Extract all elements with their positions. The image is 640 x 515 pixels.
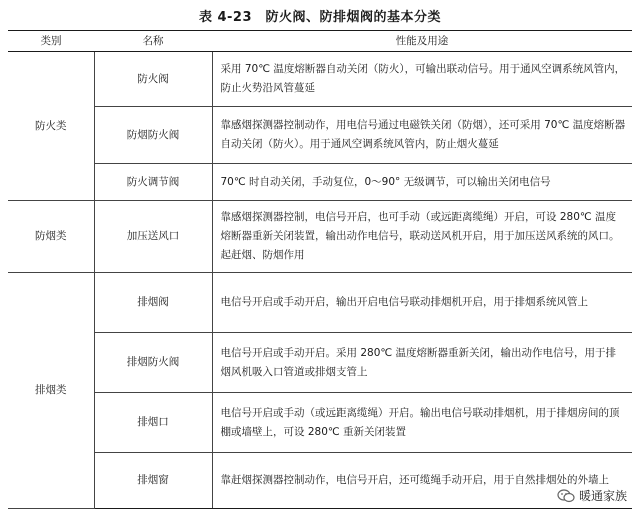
header-name: 名称 (94, 31, 212, 52)
usage-cell: 采用 70℃ 温度熔断器自动关闭（防火），可输出联动信号。用于通风空调系统风管内，防止火势沿风管蔓延 (212, 52, 632, 107)
header-category: 类别 (8, 31, 94, 52)
name-cell: 防火调节阀 (94, 164, 212, 201)
name-cell: 排烟阀 (94, 273, 212, 333)
category-cell: 防火类 (8, 52, 94, 201)
name-cell: 排烟窗 (94, 453, 212, 509)
name-cell: 排烟口 (94, 393, 212, 453)
category-cell: 防烟类 (8, 201, 94, 273)
watermark (554, 486, 630, 505)
header-usage: 性能及用途 (212, 31, 632, 52)
table-row (8, 333, 632, 393)
name-cell: 排烟防火阀 (94, 333, 212, 393)
table-row (8, 273, 632, 333)
table-header-row (8, 31, 632, 52)
table-row (8, 52, 632, 107)
usage-cell: 电信号开启或手动开启，输出开启电信号联动排烟机开启，用于排烟系统风管上 (212, 273, 632, 333)
watermark-text: 暖通家族 (578, 489, 627, 503)
table-row (8, 453, 632, 509)
name-cell: 防烟防火阀 (94, 107, 212, 164)
table-row (8, 201, 632, 273)
usage-cell: 靠感烟探测器控制，电信号开启，也可手动（或远距离缆绳）开启，可设 280℃ 温度熔断器重新关闭装置，输出动作电信号，联动送风机开启，用于加压送风系统的风口。起赶烟、防烟作用 (212, 201, 632, 273)
usage-cell: 靠感烟探测器控制动作，用电信号通过电磁铁关闭（防烟），还可采用 70℃ 温度熔断器自动关闭（防火）。用于通风空调系统风管内，防止烟火蔓延 (212, 107, 632, 164)
usage-cell: 70℃ 时自动关闭，手动复位，0～90° 无级调节，可以输出关闭电信号 (212, 164, 632, 201)
table-row (8, 164, 632, 201)
category-cell: 排烟类 (8, 273, 94, 509)
usage-cell: 靠赶烟探测器控制动作，电信号开启，还可缆绳手动开启，用于自然排烟处的外墙上 (212, 453, 632, 509)
wechat-logo-icon (557, 489, 575, 503)
table-row (8, 393, 632, 453)
table-caption: 表 4-23 防火阀、防排烟阀的基本分类 (198, 10, 442, 25)
name-cell: 加压送风口 (94, 201, 212, 273)
usage-cell: 电信号开启或手动开启。采用 280℃ 温度熔断器重新关闭，输出动作电信号，用于排烟风机吸入口管道或排烟支管上 (212, 333, 632, 393)
usage-cell: 电信号开启或手动（或远距离缆绳）开启。输出电信号联动排烟机，用于排烟房间的顶棚或墙壁上，可设 280℃ 重新关闭装置 (212, 393, 632, 453)
name-cell: 防火阀 (94, 52, 212, 107)
table-row (8, 107, 632, 164)
damper-classification-table (8, 30, 632, 509)
